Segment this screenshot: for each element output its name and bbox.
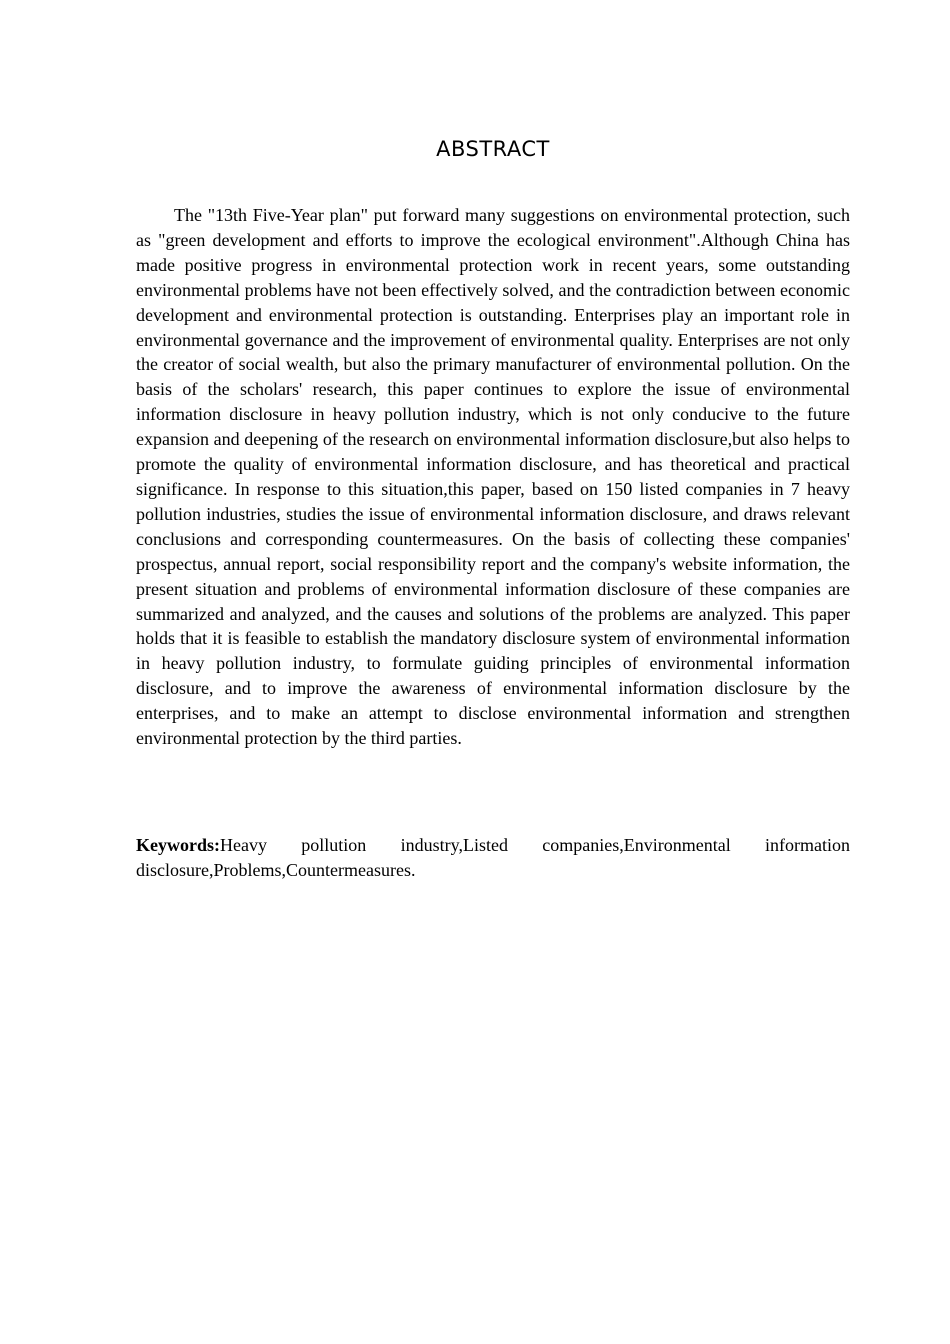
abstract-title: ABSTRACT <box>436 137 550 161</box>
keywords-label: Keywords: <box>136 835 220 855</box>
keywords-text: Heavy pollution industry,Listed companies,Environmental information disclosure,Problems,Countermeasures. <box>136 835 850 880</box>
keywords-paragraph <box>136 833 850 883</box>
abstract-paragraph: The "13th Five-Year plan" put forward many suggestions on environmental protection, such as "green development and efforts to improve the ecological environment".Although China has made positive progress in environmental protection work in recent years, some outstanding environmental problems have not been effectively solved, and the contradiction between economic development and environmental protection is outstanding. Enterprises play an important role in environmental governance and the improvement of environmental quality. Enterprises are not only the creator of social wealth, but also the primary manufacturer of environmental pollution. On the basis of the scholars' research, this paper continues to explore the issue of environmental information disclosure in heavy pollution industry, which is not only conducive to the future expansion and deepening of the research on environmental information disclosure,but also helps to promote the quality of environmental information disclosure, and has theoretical and practical significance. In response to this situation,this paper, based on 150 listed companies in 7 heavy pollution industries, studies the issue of environmental information disclosure, and draws relevant conclusions and corresponding countermeasures. On the basis of collecting these companies' prospectus, annual report, social responsibility report and the company's website information, the present situation and problems of environmental information disclosure of these companies are summarized and analyzed, and the causes and solutions of the problems are analyzed. This paper holds that it is feasible to establish the mandatory disclosure system of environmental information in heavy pollution industry, to formulate guiding principles of environmental information disclosure, and to improve the awareness of environmental information disclosure by the enterprises, and to make an attempt to disclose environmental information and strengthen environmental protection by the third parties. <box>136 205 850 749</box>
